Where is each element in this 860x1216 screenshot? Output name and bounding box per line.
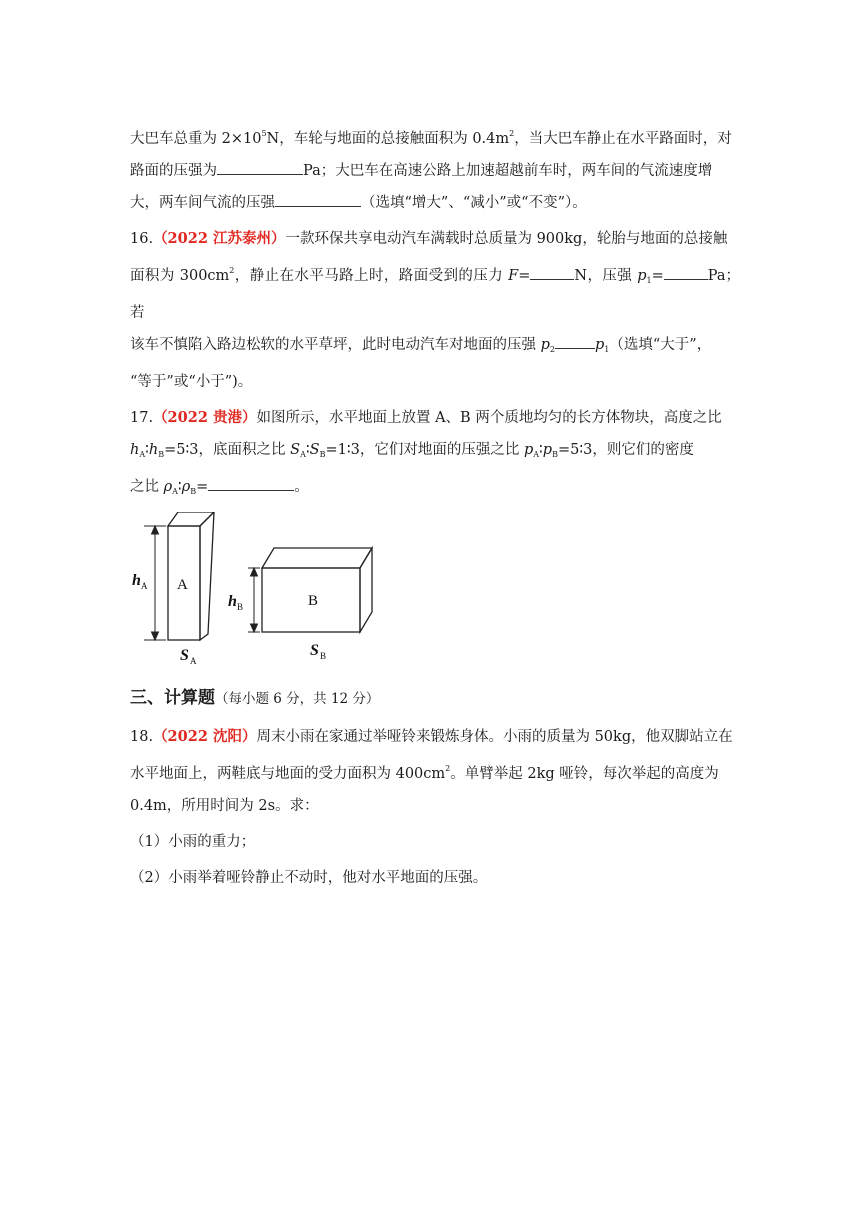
q17-text: 如图所示，水平地面上放置 A、B 两个质地均匀的长方体物块，高度之比 [256, 410, 722, 426]
subscript: B [158, 450, 165, 459]
figure-svg [130, 512, 390, 672]
q17-text: =1∶3，它们对地面的压强之比 [325, 442, 524, 458]
section-title [130, 682, 740, 715]
answer-blank[interactable] [555, 334, 595, 349]
dimension-hb [248, 568, 260, 632]
block-b [262, 548, 372, 632]
block-a-side [200, 512, 214, 640]
question-source: （2022 沈阳） [153, 728, 257, 745]
subscript: 1 [604, 345, 610, 354]
question-18-part-1: （1）小雨的重力； [130, 834, 256, 850]
document-page [130, 118, 740, 898]
q17-text: =5∶3，底面积之比 [164, 442, 291, 458]
ratio-colon: ∶ [177, 479, 182, 495]
q16-text: = [651, 268, 664, 284]
q16-text: 面积为 300cm [130, 268, 230, 284]
symbol-p: p [540, 337, 550, 353]
block-b-side [360, 548, 372, 632]
answer-blank[interactable] [217, 160, 303, 175]
answer-blank[interactable] [208, 476, 294, 491]
q18-text: 水平地面上，两鞋底与地面的受力面积为 400cm [130, 766, 446, 782]
subscript: A [300, 450, 306, 459]
q15-text: 大巴车总重为 2×10 [130, 131, 262, 147]
symbol-p: p [523, 442, 534, 458]
question-number: 17. [130, 410, 154, 426]
question-17 [130, 402, 740, 508]
label-sb-sub: B [320, 651, 327, 661]
label-ha-sub: A [141, 581, 148, 591]
subscript: 1 [646, 276, 652, 285]
symbol-rho: ρ [163, 479, 173, 495]
q15-text: N，车轮与地面的总接触面积为 0.4m [266, 131, 510, 147]
subscript: B [190, 487, 197, 496]
question-15-tail [130, 118, 740, 219]
symbol-S: S [290, 442, 301, 458]
ratio-colon: ∶ [539, 442, 543, 458]
q16-text: ，静止在水平马路上时，路面受到的压力 [234, 268, 509, 284]
question-source: （2022 贵港） [153, 409, 257, 426]
label-a: A [177, 577, 188, 593]
subscript: B [319, 450, 326, 459]
question-18-part-2: （2）小雨举着哑铃静止不动时，他对水平地面的压强。 [130, 870, 488, 886]
q17-text: =5∶3，则它们的密度 [557, 442, 694, 458]
question-source: （2022 江苏泰州） [153, 230, 286, 247]
q16-text: 该车不慎陷入路边松软的水平草坪，此时电动汽车对地面的压强 [130, 337, 541, 353]
label-sa-sub: A [190, 656, 197, 666]
subscript: A [139, 450, 146, 459]
symbol-F: F [508, 268, 519, 284]
q15-text: ，当大巴车静止在水平路面时，对 [514, 131, 732, 147]
q16-text: 一款环保共享电动汽车满载时总质量为 900kg，轮胎与地面的总接触 [285, 231, 728, 247]
superscript: 2 [229, 266, 235, 275]
symbol-rho: ρ [181, 479, 191, 495]
symbol-S: S [309, 442, 320, 458]
subscript: A [533, 450, 540, 459]
q16-text: N，压强 [574, 268, 638, 284]
symbol-p: p [595, 337, 605, 353]
q15-text: 大，两车间气流的压强 [130, 195, 275, 211]
label-sa: S [180, 647, 189, 664]
q18-text: 。单臂举起 2kg 哑铃，每次举起的高度为 [450, 766, 719, 782]
answer-blank[interactable] [530, 265, 574, 280]
label-sb: S [310, 642, 319, 659]
subscript: A [172, 487, 178, 496]
q18-text: 周末小雨在家通过举哑铃来锻炼身体。小雨的质量为 50kg，他双脚站立在 [256, 729, 733, 745]
symbol-p: p [542, 442, 553, 458]
section-heading: 三、计算题 [130, 688, 215, 708]
question-16 [130, 223, 740, 398]
superscript: 5 [261, 129, 267, 138]
q16-text: “等于”或“小于”)。 [130, 374, 253, 390]
q16-text: （选填“大于”， [609, 337, 712, 353]
superscript: 2 [445, 764, 451, 773]
section-note: （每小题 6 分，共 12 分） [215, 691, 380, 707]
q15-text: 路面的压强为 [130, 163, 217, 179]
q16-text: = [518, 268, 531, 284]
subscript: B [552, 450, 558, 459]
ratio-colon: ∶ [305, 442, 310, 458]
q15-text: Pa；大巴车在高速公路上加速超越前车时，两车间的气流速度增 [303, 163, 713, 179]
superscript: 2 [509, 129, 515, 138]
q18-text: 0.4m，所用时间为 2s。求： [130, 798, 319, 814]
answer-blank[interactable] [664, 265, 708, 280]
symbol-h: h [130, 442, 140, 458]
label-hb: h [228, 593, 237, 610]
question-number: 18. [130, 729, 154, 745]
symbol-h: h [148, 442, 159, 458]
q17-text: 。 [294, 479, 309, 495]
label-ha: h [132, 572, 141, 589]
question-18 [130, 721, 740, 822]
label-b: B [308, 593, 319, 609]
block-b-top [262, 548, 372, 568]
q15-text: （选填“增大”、“减小”或“不变”）。 [361, 195, 587, 211]
label-hb-sub: B [237, 602, 244, 612]
question-number: 16. [130, 231, 154, 247]
block-figure [130, 512, 390, 672]
subscript: 2 [549, 345, 555, 354]
q17-text: = [196, 479, 209, 495]
ratio-colon: ∶ [145, 442, 149, 458]
block-a [168, 512, 214, 640]
q17-text: 之比 [130, 479, 164, 495]
symbol-p: p [637, 268, 647, 284]
q16-text: Pa；若 [130, 268, 741, 321]
answer-blank[interactable] [275, 192, 361, 207]
